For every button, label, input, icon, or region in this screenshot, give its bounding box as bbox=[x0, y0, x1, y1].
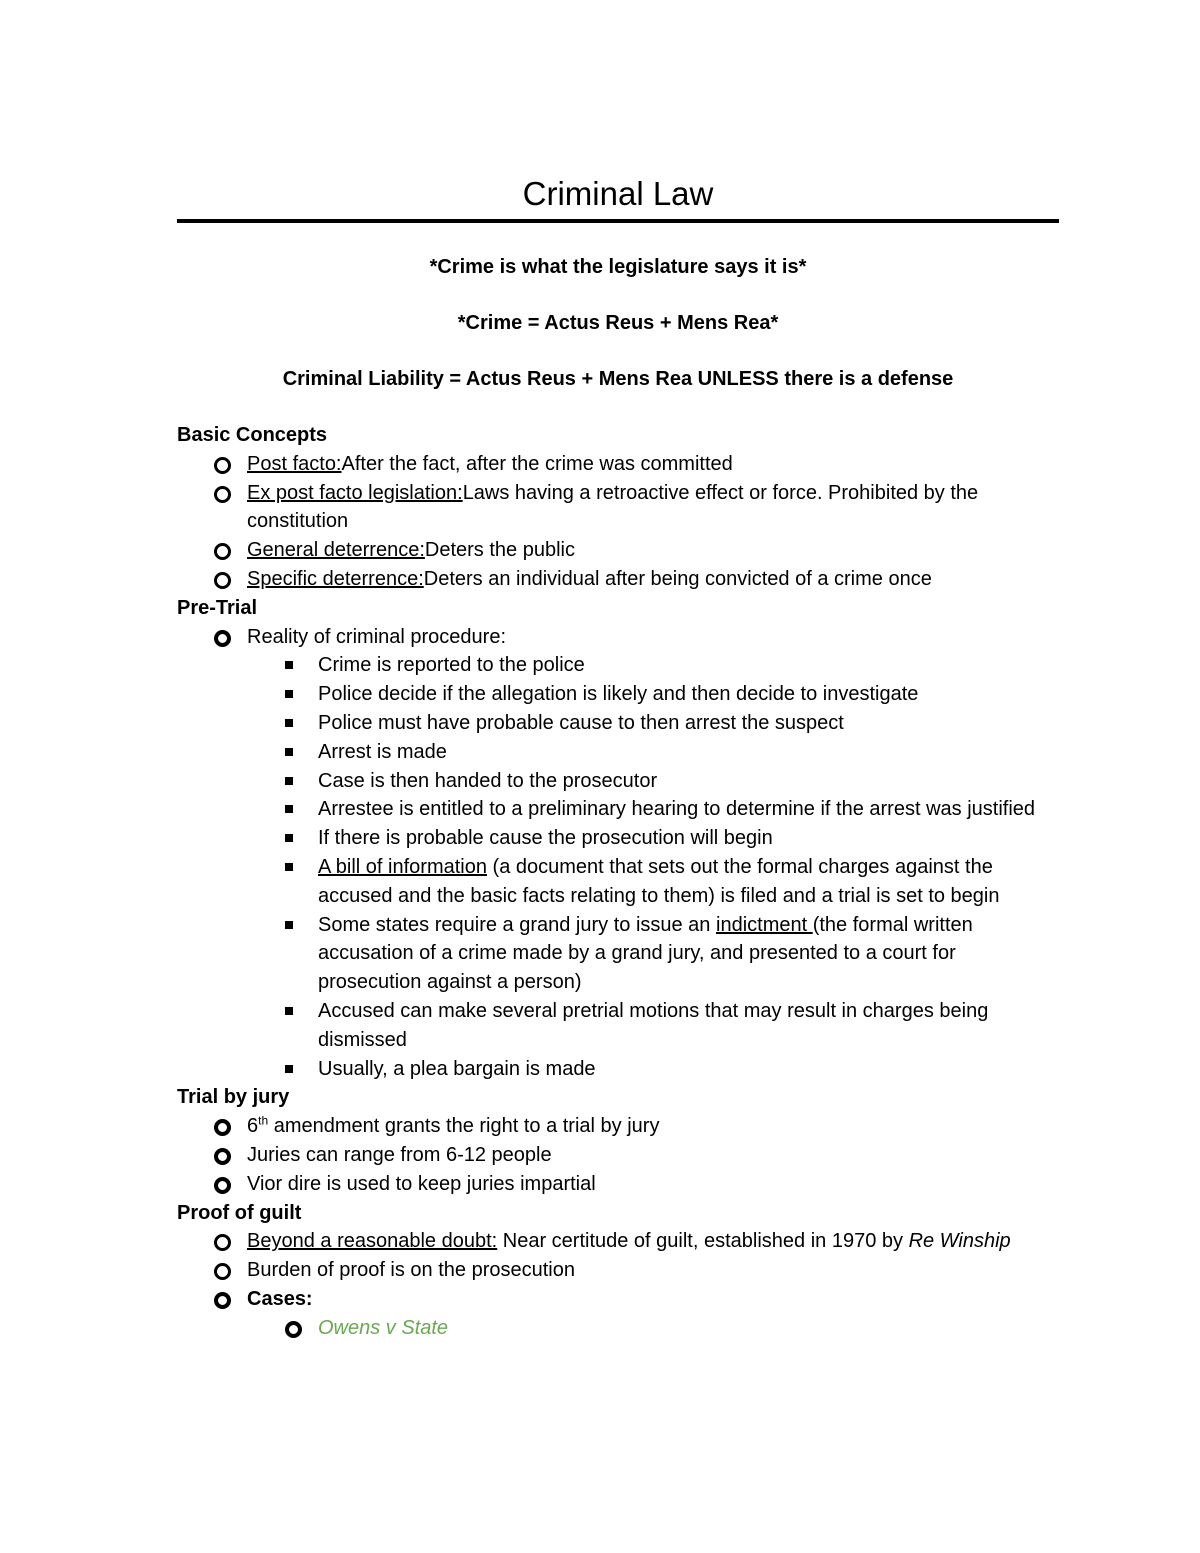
hollow-circle-bullet-icon bbox=[214, 630, 231, 647]
list-item bbox=[177, 680, 1059, 709]
term-definition: Near certitude of guilt, established in 1970 by bbox=[497, 1230, 909, 1253]
term-label: Beyond a reasonable doubt: bbox=[247, 1230, 498, 1253]
list-item bbox=[177, 1055, 1059, 1084]
hollow-circle-bullet-icon bbox=[214, 543, 231, 560]
term-label: General deterrence: bbox=[247, 539, 425, 562]
case-citation: Re Winship bbox=[908, 1230, 1011, 1253]
hollow-circle-bullet-icon bbox=[285, 1321, 302, 1338]
list-item bbox=[177, 1227, 1059, 1256]
list-item-text: Some states require a grand jury to issue an bbox=[318, 913, 716, 936]
list-item bbox=[177, 565, 1059, 594]
hollow-circle-bullet-icon bbox=[214, 1263, 231, 1280]
term-label: Post facto: bbox=[247, 452, 342, 475]
section-heading-trial-by-jury: Trial by jury bbox=[177, 1086, 290, 1109]
term-definition: After the fact, after the crime was committed bbox=[341, 452, 733, 475]
list-item bbox=[177, 1170, 1059, 1199]
list-item-text: Burden of proof is on the prosecution bbox=[247, 1259, 575, 1282]
term-label: indictment bbox=[716, 913, 813, 936]
list-item bbox=[177, 479, 1059, 537]
list-item-text: Police must have probable cause to then arrest the suspect bbox=[318, 711, 844, 734]
square-bullet-icon bbox=[285, 1007, 293, 1015]
list-item-text: Accused can make several pretrial motions that may result in charges being dismissed bbox=[318, 999, 989, 1051]
list-item bbox=[177, 651, 1059, 680]
page-title: Criminal Law bbox=[522, 175, 714, 212]
square-bullet-icon bbox=[285, 921, 293, 929]
list-item-text: Case is then handed to the prosecutor bbox=[318, 769, 658, 792]
list-item bbox=[177, 1112, 1059, 1141]
procedure-steps-list bbox=[177, 651, 1059, 1083]
tagline-criminal-liability: Criminal Liability = Actus Reus + Mens Rea UNLESS there is a defense bbox=[282, 368, 954, 390]
ordinal-suffix: th bbox=[258, 1113, 269, 1128]
list-item bbox=[177, 1285, 1059, 1343]
square-bullet-icon bbox=[285, 834, 293, 842]
hollow-circle-bullet-icon bbox=[214, 1119, 231, 1136]
cases-list bbox=[177, 1314, 1059, 1343]
title-divider bbox=[177, 219, 1059, 223]
list-item bbox=[177, 824, 1059, 853]
hollow-circle-bullet-icon bbox=[214, 1148, 231, 1165]
list-item bbox=[177, 623, 1059, 1084]
hollow-circle-bullet-icon bbox=[214, 1292, 231, 1309]
proof-of-guilt-list bbox=[177, 1227, 1059, 1342]
list-item bbox=[177, 1256, 1059, 1285]
list-item-text: Arrestee is entitled to a preliminary hearing to determine if the arrest was justified bbox=[318, 798, 1036, 821]
list-item bbox=[177, 450, 1059, 479]
amendment-number: 6 bbox=[247, 1115, 259, 1138]
square-bullet-icon bbox=[285, 1065, 293, 1073]
list-item-text: Reality of criminal procedure: bbox=[247, 625, 506, 648]
term-definition: (a document that sets out the formal charges against the accused and the basic facts relating to them) is filed and a trial is set to begin bbox=[318, 855, 1000, 907]
hollow-circle-bullet-icon bbox=[214, 572, 231, 589]
square-bullet-icon bbox=[285, 661, 293, 669]
hollow-circle-bullet-icon bbox=[214, 457, 231, 474]
list-item bbox=[177, 795, 1059, 824]
section-heading-proof-of-guilt: Proof of guilt bbox=[177, 1201, 302, 1224]
tagline-crime-definition: *Crime is what the legislature says it is* bbox=[429, 256, 807, 278]
list-item bbox=[177, 911, 1059, 997]
term-label: Specific deterrence: bbox=[247, 567, 424, 590]
basic-concepts-list bbox=[177, 450, 1059, 594]
square-bullet-icon bbox=[285, 863, 293, 871]
list-item bbox=[177, 536, 1059, 565]
list-item bbox=[177, 1141, 1059, 1170]
square-bullet-icon bbox=[285, 805, 293, 813]
list-item-text: Usually, a plea bargain is made bbox=[318, 1057, 596, 1080]
list-item bbox=[177, 997, 1059, 1055]
list-item-text: Vior dire is used to keep juries impartial bbox=[247, 1172, 596, 1195]
list-item bbox=[177, 738, 1059, 767]
square-bullet-icon bbox=[285, 748, 293, 756]
square-bullet-icon bbox=[285, 777, 293, 785]
section-heading-pre-trial: Pre-Trial bbox=[177, 596, 258, 619]
term-definition: (the formal written accusation of a crime made by a grand jury, and presented to a court for prosecution against a person) bbox=[318, 913, 973, 994]
tagline-crime-formula: *Crime = Actus Reus + Mens Rea* bbox=[457, 312, 779, 334]
list-item-text: If there is probable cause the prosecution will begin bbox=[318, 827, 773, 850]
list-item-text: Arrest is made bbox=[318, 740, 447, 763]
cases-label: Cases: bbox=[247, 1287, 313, 1310]
case-name: Owens v State bbox=[318, 1316, 449, 1339]
list-item bbox=[177, 709, 1059, 738]
hollow-circle-bullet-icon bbox=[214, 486, 231, 503]
pre-trial-list bbox=[177, 623, 1059, 1084]
list-item-text: Crime is reported to the police bbox=[318, 654, 585, 677]
term-label: Ex post facto legislation: bbox=[247, 481, 463, 504]
term-definition: Deters an individual after being convicted of a crime once bbox=[423, 567, 932, 590]
hollow-circle-bullet-icon bbox=[214, 1234, 231, 1251]
section-heading-basic-concepts: Basic Concepts bbox=[177, 424, 328, 446]
list-item-text: Juries can range from 6-12 people bbox=[247, 1143, 552, 1166]
term-label: A bill of information bbox=[318, 855, 487, 878]
trial-by-jury-list bbox=[177, 1112, 1059, 1198]
list-item-text: amendment grants the right to a trial by jury bbox=[268, 1115, 660, 1138]
list-item bbox=[177, 767, 1059, 796]
term-definition: Laws having a retroactive effect or force. Prohibited by the constitution bbox=[247, 481, 979, 533]
list-item-text: Police decide if the allegation is likely and then decide to investigate bbox=[318, 683, 919, 706]
square-bullet-icon bbox=[285, 690, 293, 698]
list-item bbox=[177, 853, 1059, 911]
list-item bbox=[177, 1314, 1059, 1343]
term-definition: Deters the public bbox=[424, 539, 575, 562]
square-bullet-icon bbox=[285, 719, 293, 727]
hollow-circle-bullet-icon bbox=[214, 1177, 231, 1194]
document-body bbox=[177, 170, 1059, 1343]
